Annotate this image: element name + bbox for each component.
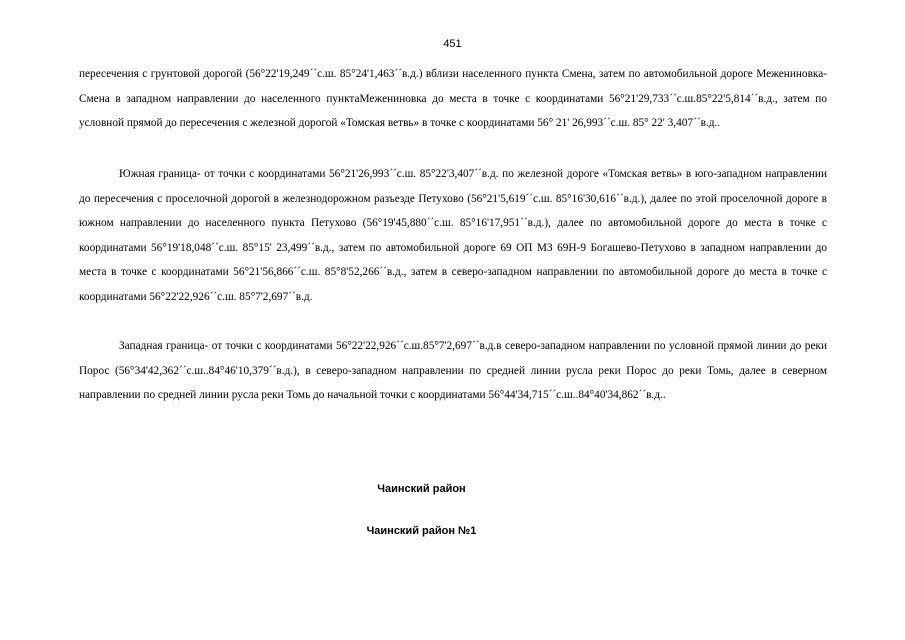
- section-heading-district: Чаинский район: [377, 483, 466, 495]
- paragraph-boundary-continuation: пересечения с грунтовой дорогой (56°22'19,249´´с.ш. 85°24'1,463´´в.д.) вблизи населенного пункта Смена, затем по автомобильной дороге Межениновка-Смена в западном направлении до населенного пунктаМежениновка до места в точке с координатами 56°21'29,733´´с.ш.85°22'5,814´´в.д., затем по условной прямой до пересечения с железной дорогой «Томская ветвь» в точке с координатами 56° 21' 26,993´´с.ш. 85° 22' 3,407´´в.д..: [79, 68, 827, 129]
- page-number: 451: [443, 38, 462, 50]
- paragraph-southern-boundary: Южная граница- от точки с координатами 56°21'26,993´´с.ш. 85°22'3,407´´в.д. по железной дороге «Томская ветвь» в юго-западном направлении до пересечения с проселочной дорогой в железнодорожном разъезде Петухово (56°21'5,619´´с.ш. 85°16'30,616´´в.д.), далее по этой проселочной дороге в южном направлении до населенного пункта Петухово (56°19'45,880´´с.ш. 85°16'17,951´´в.д.), далее по автомобильной дороге до места в точке с координатами 56°19'18,048´´с.ш. 85°15' 23,499´´в.д., затем по автомобильной дороге 69 ОП МЗ 69Н-9 Богашево-Петухово в западном направлении до места в точке с координатами 56°21'56,866´´с.ш. 85°8'52,266´´в.д., затем в северо-западном направлении по автомобильной дороге до места в точке с координатами 56°22'22,926´´с.ш. 85°7'2,697´´в.д.: [79, 168, 827, 303]
- section-heading-district-no: Чаинский район №1: [366, 525, 477, 537]
- paragraph-western-boundary: Западная граница- от точки с координатами 56°22'22,926´´с.ш.85°7'2,697´´в.д.в северо-западном направлении по условной прямой линии до реки Порос (56°34'42,362´´с.ш..84°46'10,379´´в.д.), в северо-западном направлении по средней линии русла реки Порос до реки Томь, далее в северном направлении по средней линии русла реки Томь до начальной точки с координатами 56°44'34,715´´с.ш..84°40'34,862´´в.д..: [79, 340, 827, 401]
